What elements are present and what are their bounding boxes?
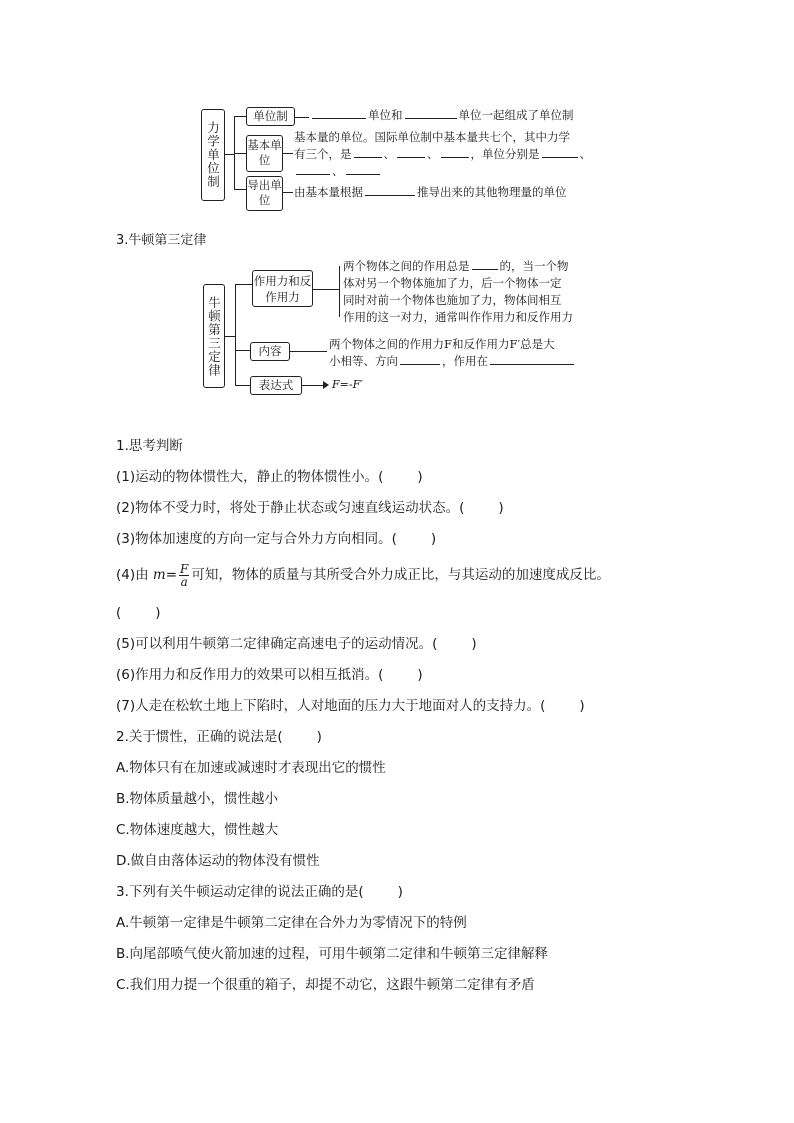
connector	[235, 284, 252, 285]
connector	[234, 153, 246, 154]
arrow-line	[302, 385, 324, 386]
expression-formula: F=-F′	[332, 378, 363, 391]
connector	[339, 266, 340, 317]
branch-box-expression: 表达式	[250, 376, 302, 395]
connector	[235, 284, 236, 385]
blank	[312, 106, 366, 119]
connector	[225, 154, 234, 155]
branch-box-unit-system: 单位制	[246, 107, 295, 126]
q2-option-d[interactable]: D.做自由落体运动的物体没有惯性	[116, 853, 320, 869]
question-3: 3.下列有关牛顿运动定律的说法正确的是( )	[116, 884, 403, 900]
connector	[295, 117, 309, 118]
connector	[235, 385, 250, 386]
branch-text-base-unit-line1: 基本量的单位。国际单位制中基本量共七个，其中力学	[294, 130, 570, 144]
q1-title: 1.思考判断	[116, 438, 183, 454]
branch-text-action-reaction-line4: 作用的这一对力，通常叫作作用力和反作用力	[343, 310, 573, 324]
judge-item-4: (4)由 m= $\frac{F}{a}$ 可知，物体的质量与其所受合外力成正比，与其运动的加速度成反比。	[116, 561, 610, 589]
judge-item-2: (2)物体不受力时，将处于静止状态或匀速直线运动状态。( )	[116, 500, 504, 516]
branch-box-action-reaction: 作用力和反作用力	[252, 270, 313, 307]
connector	[290, 351, 327, 352]
q2-option-c[interactable]: C.物体速度越大，惯性越大	[116, 822, 279, 838]
blank	[441, 145, 469, 158]
blank	[365, 183, 415, 196]
q3-option-b[interactable]: B.向尾部喷气使火箭加速的过程，可用牛顿第二定律和牛顿第三定律解释	[116, 946, 549, 962]
connector	[283, 192, 293, 193]
branch-box-content: 内容	[250, 342, 290, 361]
branch-text-unit-system: 单位和 单位一起组成了单位制	[310, 106, 574, 124]
connector	[234, 189, 246, 190]
q2-option-a[interactable]: A.物体只有在加速或减速时才表现出它的惯性	[116, 760, 386, 776]
judge-item-4-answer: ( )	[116, 605, 161, 621]
connector	[235, 350, 250, 351]
branch-text-action-reaction-line3: 同时对前一个物体也施加了力，物体间相互	[343, 293, 562, 307]
blank	[354, 145, 382, 158]
branch-box-derived-unit: 导出单位	[246, 176, 283, 211]
q3-option-a[interactable]: A.牛顿第一定律是牛顿第二定律在合外力为零情况下的特例	[116, 915, 467, 931]
connector	[313, 289, 339, 290]
blank	[405, 106, 457, 119]
branch-text-action-reaction-line1: 两个物体之间的作用总是 的，当一个物	[343, 259, 569, 273]
arrow-head-icon	[323, 381, 329, 389]
blank	[472, 257, 498, 270]
connector	[225, 336, 235, 337]
branch-text-content-line2: 小相等、方向 ，作用在	[329, 352, 576, 370]
judge-item-6: (6)作用力和反作用力的效果可以相互抵消。( )	[116, 667, 423, 683]
question-2: 2.关于惯性，正确的说法是( )	[116, 729, 322, 745]
blank	[397, 145, 425, 158]
blank	[542, 145, 578, 158]
blank	[346, 162, 380, 175]
judge-item-1: (1)运动的物体惯性大，静止的物体惯性小。( )	[116, 469, 423, 485]
branch-text-base-unit-line3: 、	[294, 162, 382, 180]
blank	[296, 162, 330, 175]
branch-box-base-unit: 基本单位	[246, 135, 283, 172]
judge-item-3: (3)物体加速度的方向一定与合外力方向相同。( )	[116, 531, 437, 547]
connector	[234, 116, 246, 117]
branch-text-base-unit-line2: 有三个，是 、 、 ，单位分别是 、	[294, 147, 591, 161]
connector	[283, 153, 293, 154]
judge-item-7: (7)人走在松软土地上下陷时，人对地面的压力大于地面对人的支持力。( )	[116, 698, 585, 714]
root-box-newton-third-law: 牛顿第三定律	[203, 284, 225, 388]
root-box-unit-system: 力学单位制	[201, 109, 225, 201]
fraction-f-over-a: $\frac{F}{a}$	[180, 561, 189, 589]
blank	[490, 352, 574, 365]
branch-text-action-reaction-line2: 体对另一个物体施加了力，后一个物体一定	[343, 276, 562, 290]
judge-item-5: (5)可以利用牛顿第二定律确定高速电子的运动情况。( )	[116, 636, 477, 652]
q2-option-b[interactable]: B.物体质量越小，惯性越小	[116, 791, 279, 807]
branch-text-content-line1: 两个物体之间的作用力F和反作用力F′总是大	[329, 337, 555, 351]
section-title-newton-third-law: 3.牛顿第三定律	[116, 233, 207, 248]
blank	[400, 352, 440, 365]
branch-text-derived-unit: 由基本量根据 推导出来的其他物理量的单位	[294, 185, 567, 199]
q3-option-c[interactable]: C.我们用力提一个很重的箱子，却提不动它，这跟牛顿第二定律有矛盾	[116, 977, 535, 993]
